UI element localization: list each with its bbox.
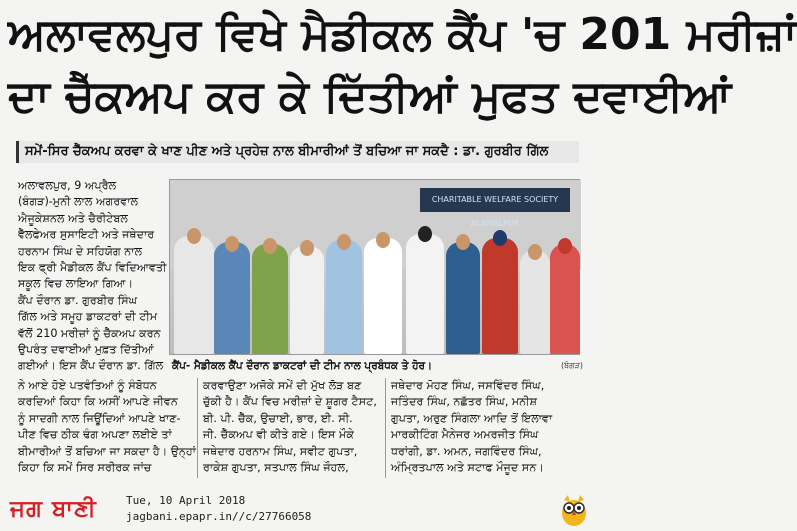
left-column-text [18,178,168,375]
person-head [300,240,314,256]
text-line: ਅਲਾਵਲਪੁਰ, 9 ਅਪ੍ਰੈਲ [18,179,117,192]
person-figure [520,250,550,354]
subheadline: ਸਮੇਂ-ਸਿਰ ਚੈੱਕਅਪ ਕਰਵਾ ਕੇ ਖਾਣ ਪੀਣ ਅਤੇ ਪ੍ਰਹੇਜ਼ ਨਾਲ ਬੀਮਾਰੀਆਂ ਤੋਂ ਬਚਿਆ ਜਾ ਸਕਦੈ : ਡਾ. ਗੁਰਬੀਰ ਗਿੱਲ [16,141,579,163]
text-line: ਨੂੰ ਸਾਦਗੀ ਨਾਲ ਜਿਊਂਦਿਆਂ ਆਪਣੇ ਖਾਣ- [18,411,181,425]
text-line: ਕਿਹਾ ਕਿ ਸਮੇਂ ਸਿਰ ਸਰੀਰਕ ਜਾਂਚ [18,461,152,475]
person-figure [214,242,250,354]
text-line: ਕੈਂਪ ਦੌਰਾਨ ਡਾ. ਗੁਰਬੀਰ ਸਿੰਘ [18,293,138,307]
person-head [376,232,390,248]
group-photo [169,179,580,355]
text-line: ਪੀਣ ਵਿਚ ਠੀਕ ਢੰਗ ਅਪਣਾ ਲਈਏ ਤਾਂ [18,428,172,442]
bottom-column-1 [18,378,198,476]
headline-line-2: ਦਾ ਚੈੱਕਅਪ ਕਰ ਕੇ ਦਿੱਤੀਆਂ ਮੁਫਤ ਦਵਾਈਆਂ [8,71,732,122]
jagbani-logo[interactable]: ਜਗ ਬਾਣੀ [10,496,97,522]
person-head [493,230,507,246]
text-line: ਨੇ ਆਏ ਹੋਏ ਪਤਵੰਤਿਆਂ ਨੂੰ ਸੰਬੋਧਨ [18,379,157,392]
text-line: ਗਿੱਲ ਅਤੇ ਸਮੂਹ ਡਾਕਟਰਾਂ ਦੀ ਟੀਮ [18,310,158,324]
text-line: ਧਰਾਂਗੀ, ਡਾ. ਅਮਨ, ਜਗਵਿੰਦਰ ਸਿੰਘ, [391,444,542,458]
text-line: ਕਰਵਾਉਣਾ ਅਜੋਕੇ ਸਮੇਂ ਦੀ ਮੁੱਖ ਲੋੜ ਬਣ [203,379,362,392]
text-line: ਵੈੱਲਫੇਅਰ ਸੁਸਾਇਟੀ ਅਤੇ ਜਥੇਦਾਰ [18,228,155,242]
text-line: ਜਥੇਦਾਰ ਮੋਹਣ ਸਿੰਘ, ਜਸਵਿੰਦਰ ਸਿੰਘ, [391,379,545,392]
text-line: ਮਾਰਕੀਟਿੰਗ ਮੈਨੇਜਰ ਅਮਰਜੀਤ ਸਿੰਘ [391,428,539,442]
column-divider [385,378,386,478]
person-head [456,234,470,250]
epaper-footer [0,490,595,531]
column-divider [197,378,198,478]
person-figure [326,240,362,354]
text-line: ਬੀ. ਪੀ. ਚੈੱਕ, ਉਚਾਈ, ਭਾਰ, ਈ. ਸੀ. [203,411,353,425]
person-head [263,238,277,254]
text-line: ਐਜੂਕੇਸ਼ਨਲ ਅਤੇ ਚੈਰੀਟੇਬਲ [18,211,128,225]
headline-line-1: ਅਲਾਵਲਪੁਰ ਵਿਖੇ ਮੈਡੀਕਲ ਕੈਂਪ 'ਚ 201 ਮਰੀਜ਼ਾਂ [8,9,797,60]
text-line: ਕਰਦਿਆਂ ਕਿਹਾ ਕਿ ਅਸੀਂ ਆਪਣੇ ਜੀਵਨ [18,395,178,409]
text-line: ਰਾਕੇਸ਼ ਗੁਪਤਾ, ਸਤਪਾਲ ਸਿੰਘ ਜੌਹਲ, [203,461,349,475]
text-line: ਜੀ. ਚੈੱਕਅਪ ਵੀ ਕੀਤੇ ਗਏ। ਇਸ ਮੌਕੇ [203,428,355,442]
owl-icon [559,493,589,527]
person-figure [364,238,402,354]
person-head [558,238,572,254]
publication-date: Tue, 10 April 2018 [126,494,246,507]
photo-banner: CHARITABLE WELFARE SOCIETY ALAWALPUR [420,188,570,212]
text-line: ਬੀਮਾਰੀਆਂ ਤੋਂ ਬਚਿਆ ਜਾ ਸਕਦਾ ਹੈ। ਉਨ੍ਹਾਂ [18,444,196,458]
person-figure [174,236,214,354]
bottom-column-2 [203,378,383,476]
person-figure [290,246,324,354]
person-figure [446,242,480,354]
person-head [418,226,432,242]
person-head [337,234,351,250]
photo-caption: ਕੈਂਪ- ਮੈਡੀਕਲ ਕੈਂਪ ਦੌਰਾਨ ਡਾਕਟਰਾਂ ਦੀ ਟੀਮ ਨਾਲ ਪ੍ਰਬੰਧਕ ਤੇ ਹੋਰ। [172,360,433,372]
text-line: ਗੁਪਤਾ, ਅਰੁਣ ਸਿੰਗਲਾ ਆਦਿ ਤੋਂ ਇਲਾਵਾ [391,411,553,425]
text-line: ਉਪਰੰਤ ਦਵਾਈਆਂ ਮੁਫ਼ਤ ਦਿੱਤੀਆਂ [18,343,154,357]
person-head [528,244,542,260]
text-line: ਇਕ ਫ੍ਰੀ ਮੈਡੀਕਲ ਕੈਂਪ ਵਿਦਿਆਵਤੀ [18,261,167,275]
person-head [187,228,201,244]
person-head [225,236,239,252]
text-line: ਸਕੂਲ ਵਿਚ ਲਾਇਆ ਗਿਆ। [18,277,134,291]
bottom-column-3 [391,378,581,476]
photo-credit: (ਬੰਗੜ) [560,361,583,370]
text-line: (ਬੰਗੜ)-ਮੁਨੀ ਲਾਲ ਅਗਰਵਾਲ [18,195,139,209]
person-figure [252,244,288,354]
text-line: ਵੱਲੋਂ 210 ਮਰੀਜ਼ਾਂ ਨੂੰ ਚੈੱਕਅਪ ਕਰਨ [18,326,161,340]
text-line: ਅੰਮ੍ਰਿਤਪਾਲ ਅਤੇ ਸਟਾਫ ਮੌਜੂਦ ਸਨ। [391,461,544,475]
person-figure [550,244,580,354]
text-line: ਜਥੇਦਾਰ ਹਰਨਾਮ ਸਿੰਘ, ਸਵੀਟ ਗੁਪਤਾ, [203,444,358,458]
person-figure [482,238,518,354]
epaper-url[interactable]: jagbani.epapr.in//c/27766058 [126,510,312,523]
text-line: ਚੁੱਕੀ ਹੈ। ਕੈਂਪ ਵਿਚ ਮਰੀਜ਼ਾਂ ਦੇ ਸ਼ੂਗਰ ਟੈਸਟ, [203,395,377,409]
text-line: ਗਈਆਂ। ਇਸ ਕੈਂਪ ਦੌਰਾਨ ਡਾ. ਗਿੱਲ [18,359,164,373]
person-figure [406,234,444,354]
text-line: ਹਰਨਾਮ ਸਿੰਘ ਦੇ ਸਹਿਯੋਗ ਨਾਲ [18,244,143,258]
text-line: ਜਤਿੰਦਰ ਸਿੰਘ, ਨਛੱਤਰ ਸਿੰਘ, ਮਨੀਸ਼ [391,395,538,409]
headline [0,0,797,135]
